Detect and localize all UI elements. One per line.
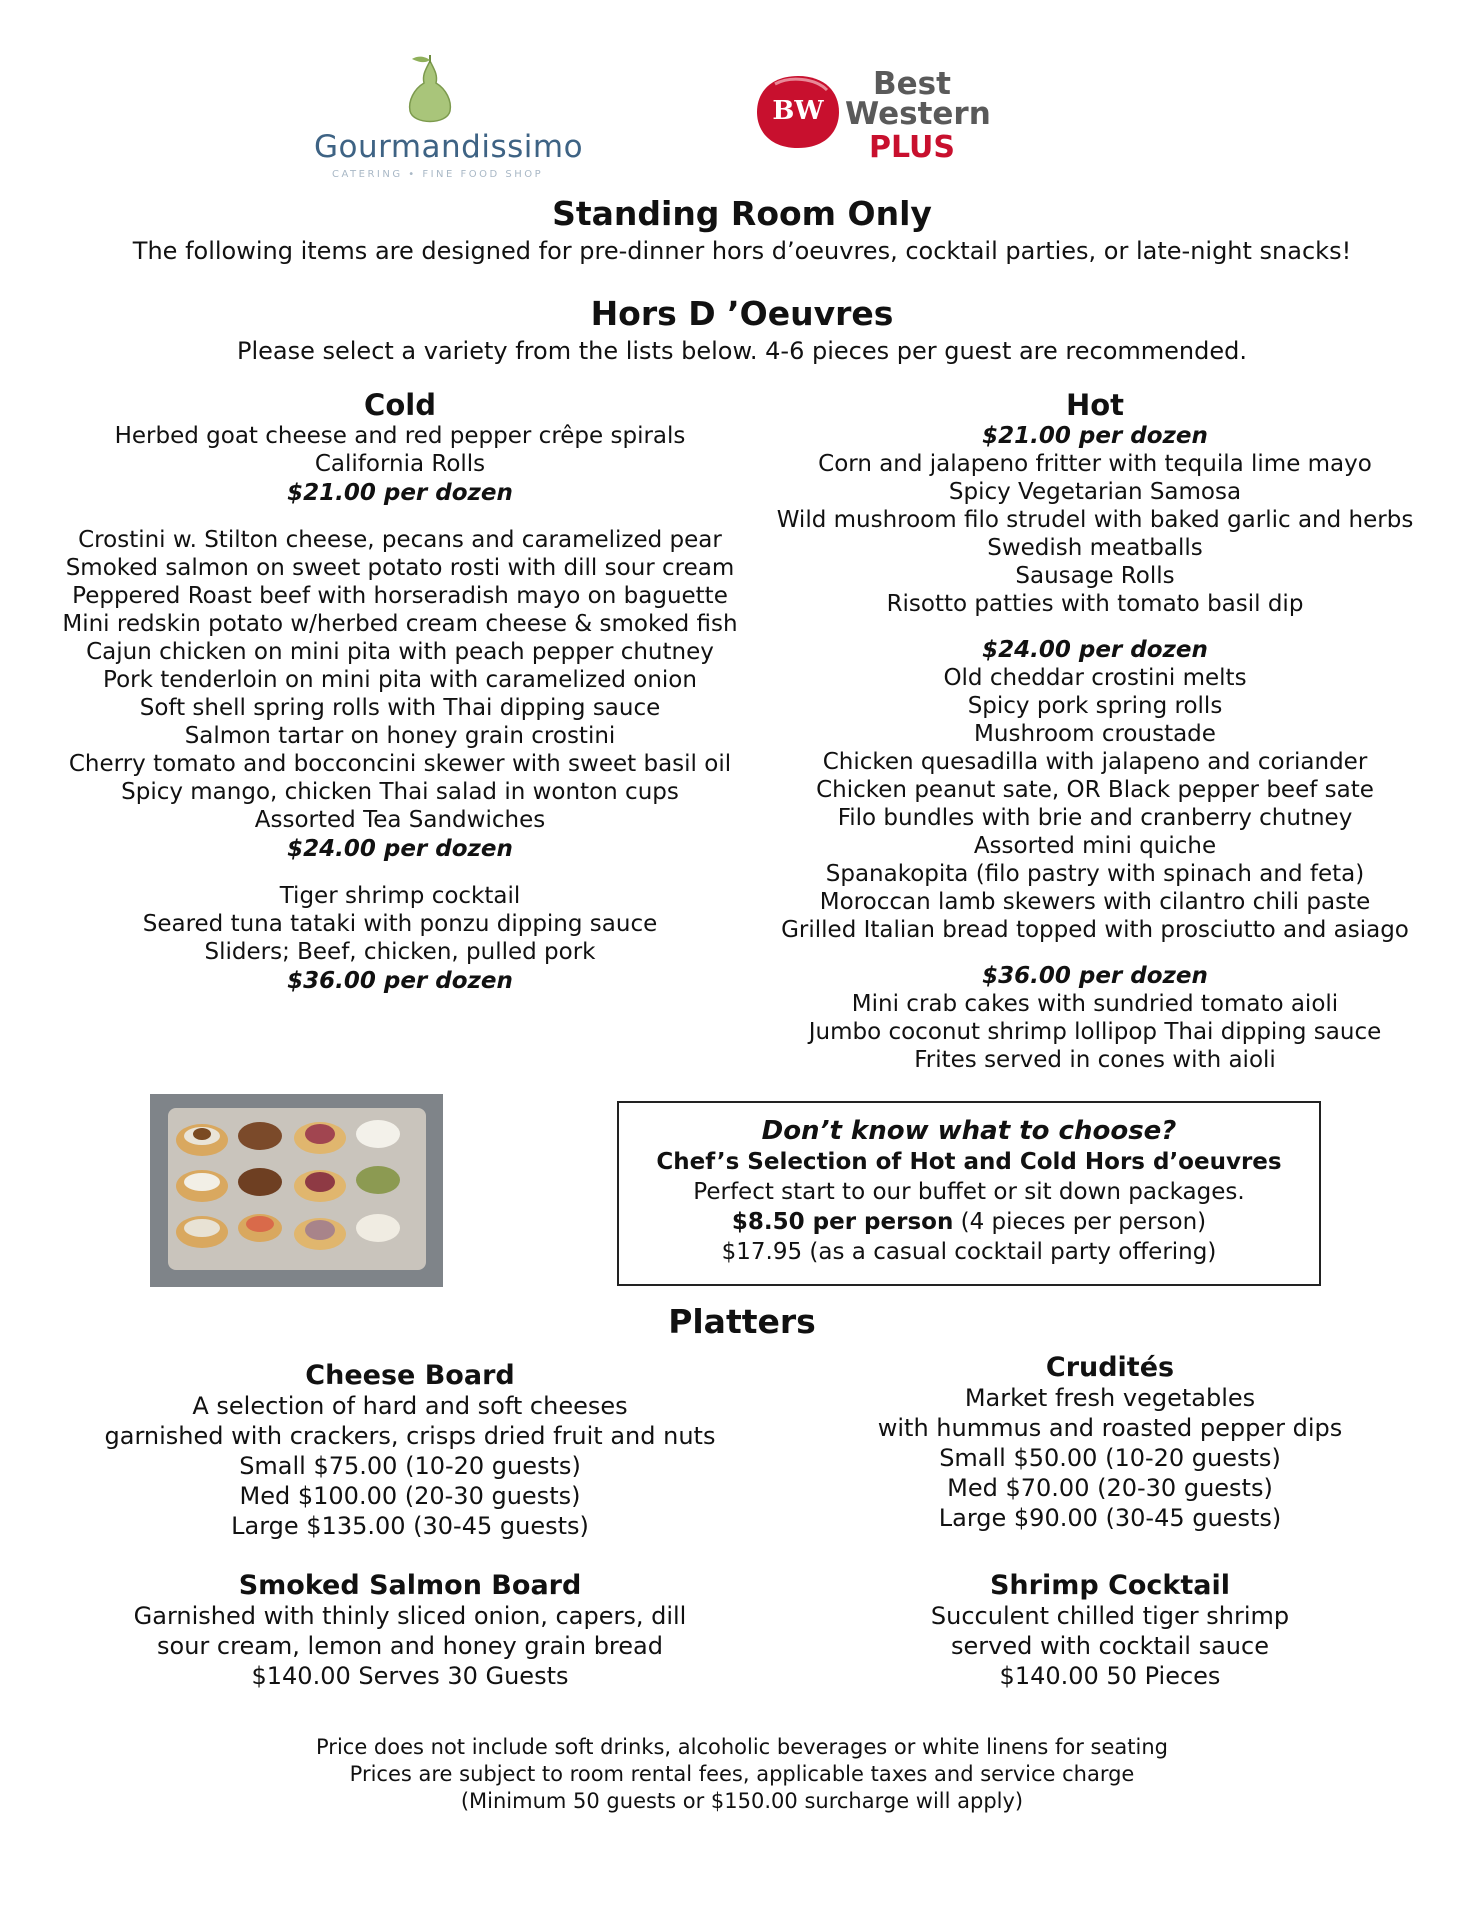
hors-instruction: Please select a variety from the lists below. 4-6 pieces per guest are recommended. bbox=[236, 337, 1247, 365]
footer-line: Prices are subject to room rental fees, applicable taxes and service charge bbox=[349, 1762, 1135, 1786]
choose-price-note: (4 pieces per person) bbox=[953, 1209, 1207, 1235]
list-item: Cajun chicken on mini pita with peach pepper chutney bbox=[86, 639, 714, 665]
list-item: Market fresh vegetables bbox=[964, 1384, 1256, 1412]
list-item: Large $135.00 (30-45 guests) bbox=[231, 1512, 589, 1540]
page-title: Standing Room Only bbox=[552, 194, 932, 233]
hot-group-3 bbox=[760, 990, 1430, 1074]
list-item: served with cocktail sauce bbox=[951, 1632, 1269, 1660]
cold-column bbox=[60, 388, 740, 996]
list-item: Crostini w. Stilton cheese, pecans and caramelized pear bbox=[78, 527, 722, 553]
hors-doeuvres-photo bbox=[150, 1094, 443, 1287]
choose-line: Perfect start to our buffet or sit down packages. bbox=[693, 1179, 1245, 1205]
gourmandissimo-wordmark: Gourmandissimo bbox=[314, 129, 584, 165]
cold-group-3 bbox=[60, 882, 740, 966]
list-item: A selection of hard and soft cheeses bbox=[192, 1392, 628, 1420]
footer-line: (Minimum 50 guests or $150.00 surcharge will apply) bbox=[460, 1789, 1024, 1813]
list-item: garnished with crackers, crisps dried fruit and nuts bbox=[104, 1422, 716, 1450]
cheese-board bbox=[90, 1360, 730, 1541]
list-item: Pork tenderloin on mini pita with caramelized onion bbox=[103, 667, 697, 693]
hot-price-1: $21.00 per dozen bbox=[982, 423, 1208, 449]
list-item: Chicken peanut sate, OR Black pepper beef sate bbox=[816, 777, 1374, 803]
hors-section-header bbox=[0, 294, 1484, 365]
list-item: Risotto patties with tomato basil dip bbox=[886, 591, 1304, 617]
footer-notes bbox=[0, 1734, 1484, 1815]
list-item: Cherry tomato and bocconcini skewer with sweet basil oil bbox=[68, 751, 732, 777]
best-western-logo bbox=[755, 60, 995, 180]
hors-title: Hors D ’Oeuvres bbox=[590, 294, 894, 333]
list-item: Spicy mango, chicken Thai salad in wonton cups bbox=[121, 779, 679, 805]
list-item: Tiger shrimp cocktail bbox=[279, 883, 521, 909]
list-item: Mini redskin potato w/herbed cream cheese & smoked fish bbox=[62, 611, 738, 637]
list-item: Wild mushroom filo strudel with baked garlic and herbs bbox=[776, 507, 1414, 533]
smoked-salmon-title: Smoked Salmon Board bbox=[238, 1570, 582, 1601]
list-item: Peppered Roast beef with horseradish mayo on baguette bbox=[72, 583, 728, 609]
cold-price-3: $36.00 per dozen bbox=[287, 968, 513, 994]
list-item: $140.00 Serves 30 Guests bbox=[251, 1662, 569, 1690]
list-item: Filo bundles with brie and cranberry chutney bbox=[837, 805, 1353, 831]
list-item: Old cheddar crostini melts bbox=[943, 665, 1247, 691]
list-item: Jumbo coconut shrimp lollipop Thai dipping sauce bbox=[808, 1019, 1382, 1045]
list-item: Seared tuna tataki with ponzu dipping sauce bbox=[142, 911, 658, 937]
list-item: Soft shell spring rolls with Thai dipping sauce bbox=[139, 695, 661, 721]
list-item: Grilled Italian bread topped with prosciutto and asiago bbox=[781, 917, 1409, 943]
choose-casual: $17.95 (as a casual cocktail party offering) bbox=[721, 1239, 1217, 1265]
list-item: Med $100.00 (20-30 guests) bbox=[239, 1482, 581, 1510]
cold-group-2 bbox=[60, 526, 740, 834]
chefs-selection-box bbox=[617, 1101, 1321, 1286]
cold-group-1 bbox=[60, 422, 740, 478]
list-item: Assorted mini quiche bbox=[973, 833, 1217, 859]
hot-price-3: $36.00 per dozen bbox=[982, 963, 1208, 989]
list-item: Spicy pork spring rolls bbox=[967, 693, 1223, 719]
list-item: Mini crab cakes with sundried tomato aioli bbox=[851, 991, 1339, 1017]
list-item: Assorted Tea Sandwiches bbox=[254, 807, 546, 833]
shrimp-cocktail-title: Shrimp Cocktail bbox=[989, 1570, 1231, 1601]
list-item: Spicy Vegetarian Samosa bbox=[948, 479, 1242, 505]
bw-plus: PLUS bbox=[869, 130, 956, 165]
list-item: Chicken quesadilla with jalapeno and coriander bbox=[822, 749, 1368, 775]
footer-line: Price does not include soft drinks, alcoholic beverages or white linens for seating bbox=[316, 1735, 1168, 1759]
gourmandissimo-tagline: CATERING • FINE FOOD SHOP bbox=[332, 169, 544, 180]
bw-best: Best bbox=[873, 66, 951, 102]
cold-price-1: $21.00 per dozen bbox=[287, 480, 513, 506]
page-intro: The following items are designed for pre-dinner hors d’oeuvres, cocktail parties, or late-night snacks! bbox=[132, 237, 1352, 265]
choose-question: Don’t know what to choose? bbox=[761, 1116, 1177, 1146]
list-item: Succulent chilled tiger shrimp bbox=[930, 1602, 1290, 1630]
hot-price-2: $24.00 per dozen bbox=[982, 637, 1208, 663]
list-item: $140.00 50 Pieces bbox=[999, 1662, 1221, 1690]
list-item: Sliders; Beef, chicken, pulled pork bbox=[204, 939, 596, 965]
smoked-salmon-board bbox=[90, 1570, 730, 1691]
list-item: Corn and jalapeno fritter with tequila lime mayo bbox=[818, 451, 1372, 477]
list-item: sour cream, lemon and honey grain bread bbox=[157, 1632, 663, 1660]
shrimp-cocktail bbox=[800, 1570, 1420, 1691]
list-item: Sausage Rolls bbox=[1015, 563, 1175, 589]
list-item: Large $90.00 (30-45 guests) bbox=[938, 1504, 1282, 1532]
cold-title: Cold bbox=[364, 388, 436, 422]
list-item: Garnished with thinly sliced onion, capers, dill bbox=[133, 1602, 687, 1630]
list-item: California Rolls bbox=[314, 451, 486, 477]
list-item: Herbed goat cheese and red pepper crêpe spirals bbox=[114, 423, 686, 449]
list-item: Swedish meatballs bbox=[987, 535, 1203, 561]
list-item: Frites served in cones with aioli bbox=[914, 1047, 1276, 1073]
pear-icon bbox=[400, 55, 460, 130]
choose-price: $8.50 per person bbox=[731, 1209, 954, 1235]
gourmandissimo-logo bbox=[300, 55, 584, 185]
list-item: with hummus and roasted pepper dips bbox=[877, 1414, 1343, 1442]
hot-title: Hot bbox=[1065, 388, 1125, 422]
list-item: Med $70.00 (20-30 guests) bbox=[947, 1474, 1273, 1502]
bw-badge-text: BW bbox=[772, 96, 824, 126]
hot-column bbox=[760, 388, 1430, 1074]
bw-western: Western bbox=[845, 96, 991, 132]
hot-group-2 bbox=[760, 664, 1430, 944]
list-item: Small $75.00 (10-20 guests) bbox=[239, 1452, 581, 1480]
list-item: Spanakopita (filo pastry with spinach and feta) bbox=[825, 861, 1365, 887]
food-platter-illustration bbox=[150, 1094, 443, 1287]
list-item: Moroccan lamb skewers with cilantro chili paste bbox=[819, 889, 1371, 915]
crudites-title: Crudités bbox=[1045, 1352, 1175, 1383]
list-item: Salmon tartar on honey grain crostini bbox=[184, 723, 616, 749]
platters-title: Platters bbox=[668, 1302, 816, 1341]
choose-selection: Chef’s Selection of Hot and Cold Hors d’oeuvres bbox=[656, 1149, 1282, 1175]
choose-price-line bbox=[619, 1207, 1319, 1237]
cheese-board-title: Cheese Board bbox=[305, 1360, 515, 1391]
crudites bbox=[800, 1352, 1420, 1533]
cold-price-2: $24.00 per dozen bbox=[287, 836, 513, 862]
list-item: Smoked salmon on sweet potato rosti with dill sour cream bbox=[65, 555, 735, 581]
hot-group-1 bbox=[760, 450, 1430, 618]
list-item: Mushroom croustade bbox=[974, 721, 1216, 747]
header bbox=[0, 194, 1484, 265]
list-item: Small $50.00 (10-20 guests) bbox=[939, 1444, 1281, 1472]
